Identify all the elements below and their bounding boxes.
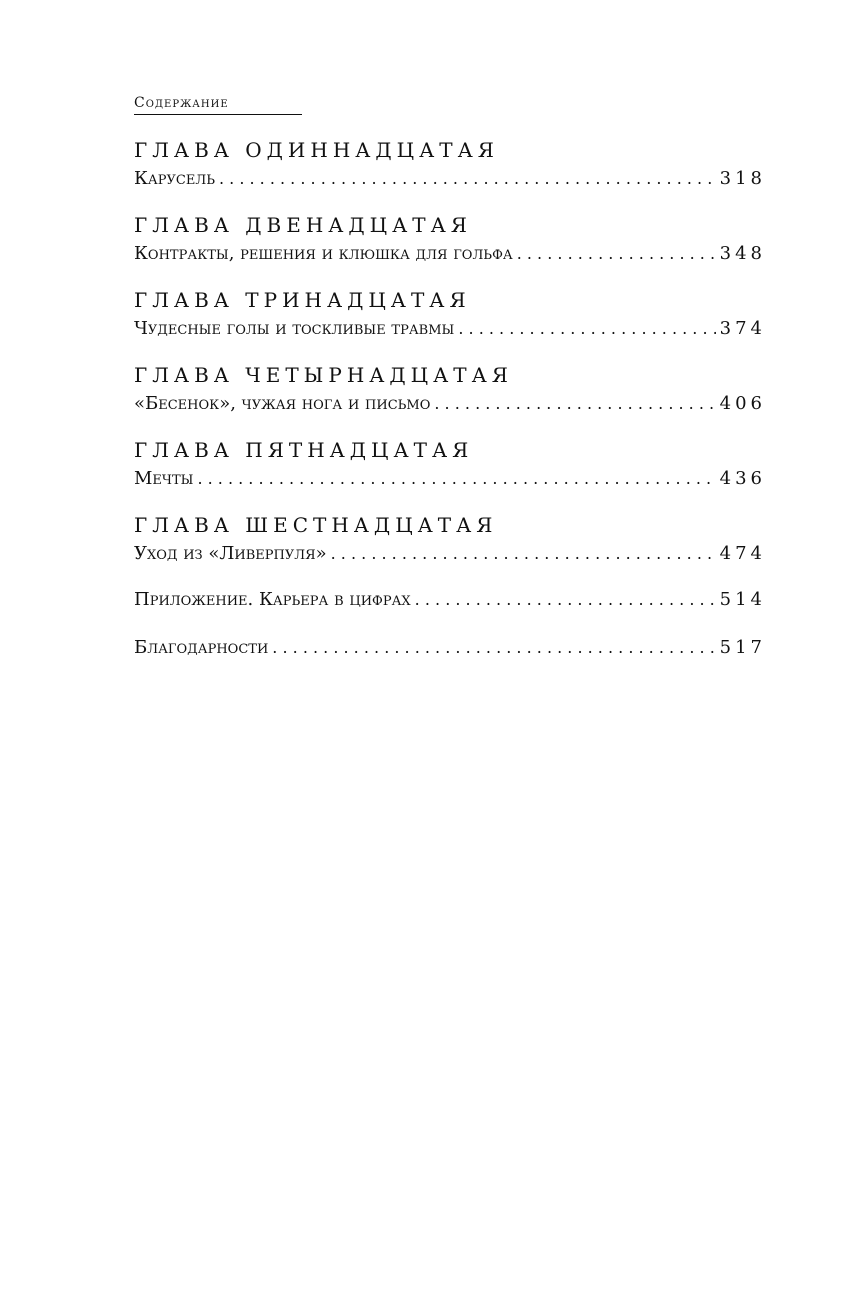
entry-title: Контракты, решения и клюшка для гольфа <box>134 243 513 264</box>
entry-title: Карусель <box>134 168 215 189</box>
dot-leader <box>415 587 716 613</box>
page-number: 474 <box>719 543 766 564</box>
chapter-heading: ГЛАВА ШЕСТНАДЦАТАЯ <box>134 513 498 537</box>
page-number: 406 <box>719 393 766 414</box>
dot-leader <box>197 466 715 492</box>
toc-entry[interactable] <box>134 166 766 192</box>
toc-entry[interactable] <box>134 316 766 342</box>
toc-appendix <box>134 587 766 613</box>
toc-chapter <box>134 362 766 417</box>
dot-leader <box>272 635 715 661</box>
toc-entry[interactable] <box>134 241 766 267</box>
toc-acknowledgements <box>134 635 766 661</box>
toc-chapter <box>134 287 766 342</box>
entry-title: «Бесенок», чужая нога и письмо <box>134 393 431 414</box>
running-head: Содержание <box>134 95 302 115</box>
page-number: 348 <box>719 243 766 264</box>
dot-leader <box>219 166 716 192</box>
entry-title: Мечты <box>134 468 194 489</box>
dot-leader <box>331 541 716 567</box>
chapter-heading: ГЛАВА ТРИНАДЦАТАЯ <box>134 288 471 312</box>
toc-entry[interactable] <box>134 587 766 613</box>
dot-leader <box>458 316 715 342</box>
table-of-contents <box>134 137 766 661</box>
chapter-heading: ГЛАВА ЧЕТЫРНАДЦАТАЯ <box>134 363 513 387</box>
toc-entry[interactable] <box>134 466 766 492</box>
toc-entry[interactable] <box>134 541 766 567</box>
page-number: 517 <box>719 637 766 658</box>
toc-chapter <box>134 512 766 567</box>
toc-chapter <box>134 137 766 192</box>
toc-chapter <box>134 437 766 492</box>
toc-page <box>134 92 766 683</box>
chapter-heading: ГЛАВА ДВЕНАДЦАТАЯ <box>134 213 472 237</box>
toc-entry[interactable] <box>134 635 766 661</box>
toc-chapter <box>134 212 766 267</box>
page-number: 514 <box>719 589 766 610</box>
entry-title: Чудесные голы и тоскливые травмы <box>134 318 455 339</box>
dot-leader <box>517 241 716 267</box>
chapter-heading: ГЛАВА ОДИННАДЦАТАЯ <box>134 138 499 162</box>
page-number: 374 <box>719 318 766 339</box>
chapter-heading: ГЛАВА ПЯТНАДЦАТАЯ <box>134 438 474 462</box>
entry-title: Уход из «Ливерпуля» <box>134 543 327 564</box>
entry-title: Приложение. Карьера в цифрах <box>134 589 411 610</box>
toc-entry[interactable] <box>134 391 766 417</box>
dot-leader <box>434 391 715 417</box>
entry-title: Благодарности <box>134 637 269 658</box>
page-number: 436 <box>719 468 766 489</box>
page-number: 318 <box>719 168 766 189</box>
